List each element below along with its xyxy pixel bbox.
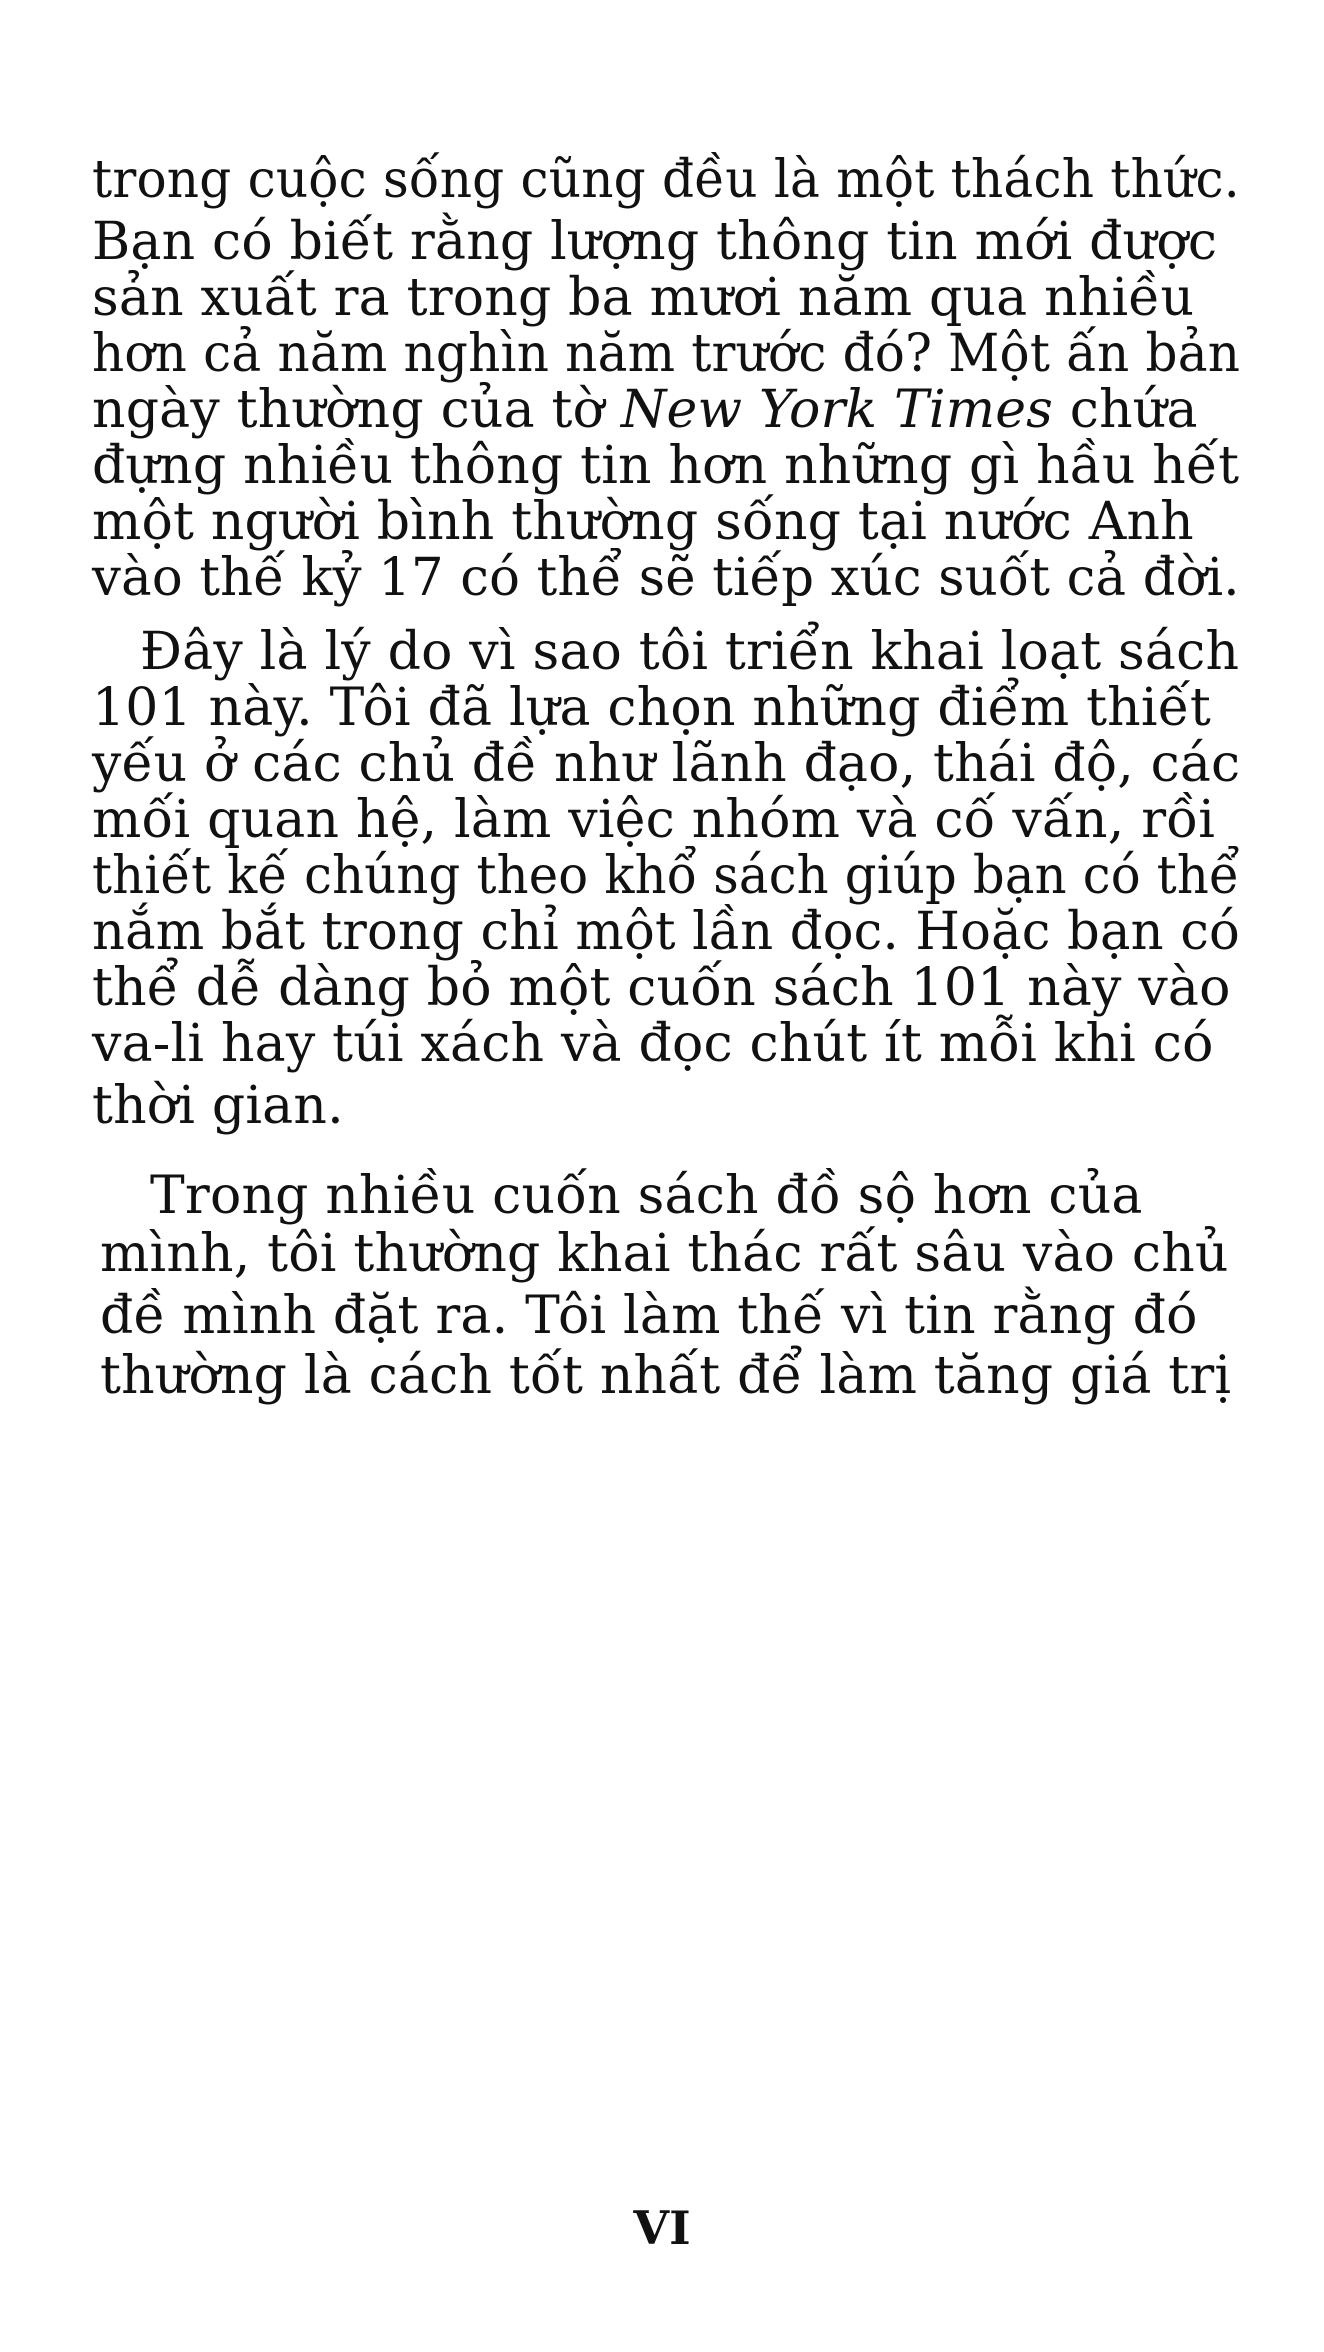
text-line: thời gian. <box>92 1076 344 1136</box>
text-line: yếu ở các chủ đề như lãnh đạo, thái độ, các <box>92 734 1241 794</box>
text-line: va-li hay túi xách và đọc chút ít mỗi khi có <box>92 1014 1214 1074</box>
text-line: thể dễ dàng bỏ một cuốn sách 101 này vào <box>92 958 1231 1018</box>
text-line: một người bình thường sống tại nước Anh <box>92 492 1194 552</box>
text-line <box>92 380 1198 440</box>
text-line: mình, tôi thường khai thác rất sâu vào chủ <box>100 1224 1229 1284</box>
text-span: ngày thường của tờ <box>92 380 621 440</box>
text-line: thiết kế chúng theo khổ sách giúp bạn có thể <box>92 846 1240 906</box>
text-line: Bạn có biết rằng lượng thông tin mới được <box>92 212 1218 272</box>
newspaper-title: New York Times <box>620 380 1054 440</box>
text-line: sản xuất ra trong ba mươi năm qua nhiều <box>92 268 1195 328</box>
text-line: Trong nhiều cuốn sách đồ sộ hơn của <box>150 1166 1143 1226</box>
text-line: nắm bắt trong chỉ một lần đọc. Hoặc bạn có <box>92 902 1240 962</box>
page-number: VI <box>633 2201 691 2255</box>
text-line: Đây là lý do vì sao tôi triển khai loạt sách <box>140 622 1240 682</box>
text-line: hơn cả năm nghìn năm trước đó? Một ấn bản <box>92 324 1241 384</box>
text-line: 101 này. Tôi đã lựa chọn những điểm thiết <box>92 678 1211 738</box>
text-line: vào thế kỷ 17 có thể sẽ tiếp xúc suốt cả đời. <box>92 548 1240 608</box>
text-line: đề mình đặt ra. Tôi làm thế vì tin rằng đó <box>100 1286 1198 1346</box>
text-line: đựng nhiều thông tin hơn những gì hầu hết <box>92 436 1240 496</box>
text-line: mối quan hệ, làm việc nhóm và cố vấn, rồi <box>92 790 1216 850</box>
text-span: chứa <box>1053 380 1198 440</box>
text-line: trong cuộc sống cũng đều là một thách thức. <box>92 150 1240 210</box>
text-line: thường là cách tốt nhất để làm tăng giá trị <box>100 1346 1232 1406</box>
